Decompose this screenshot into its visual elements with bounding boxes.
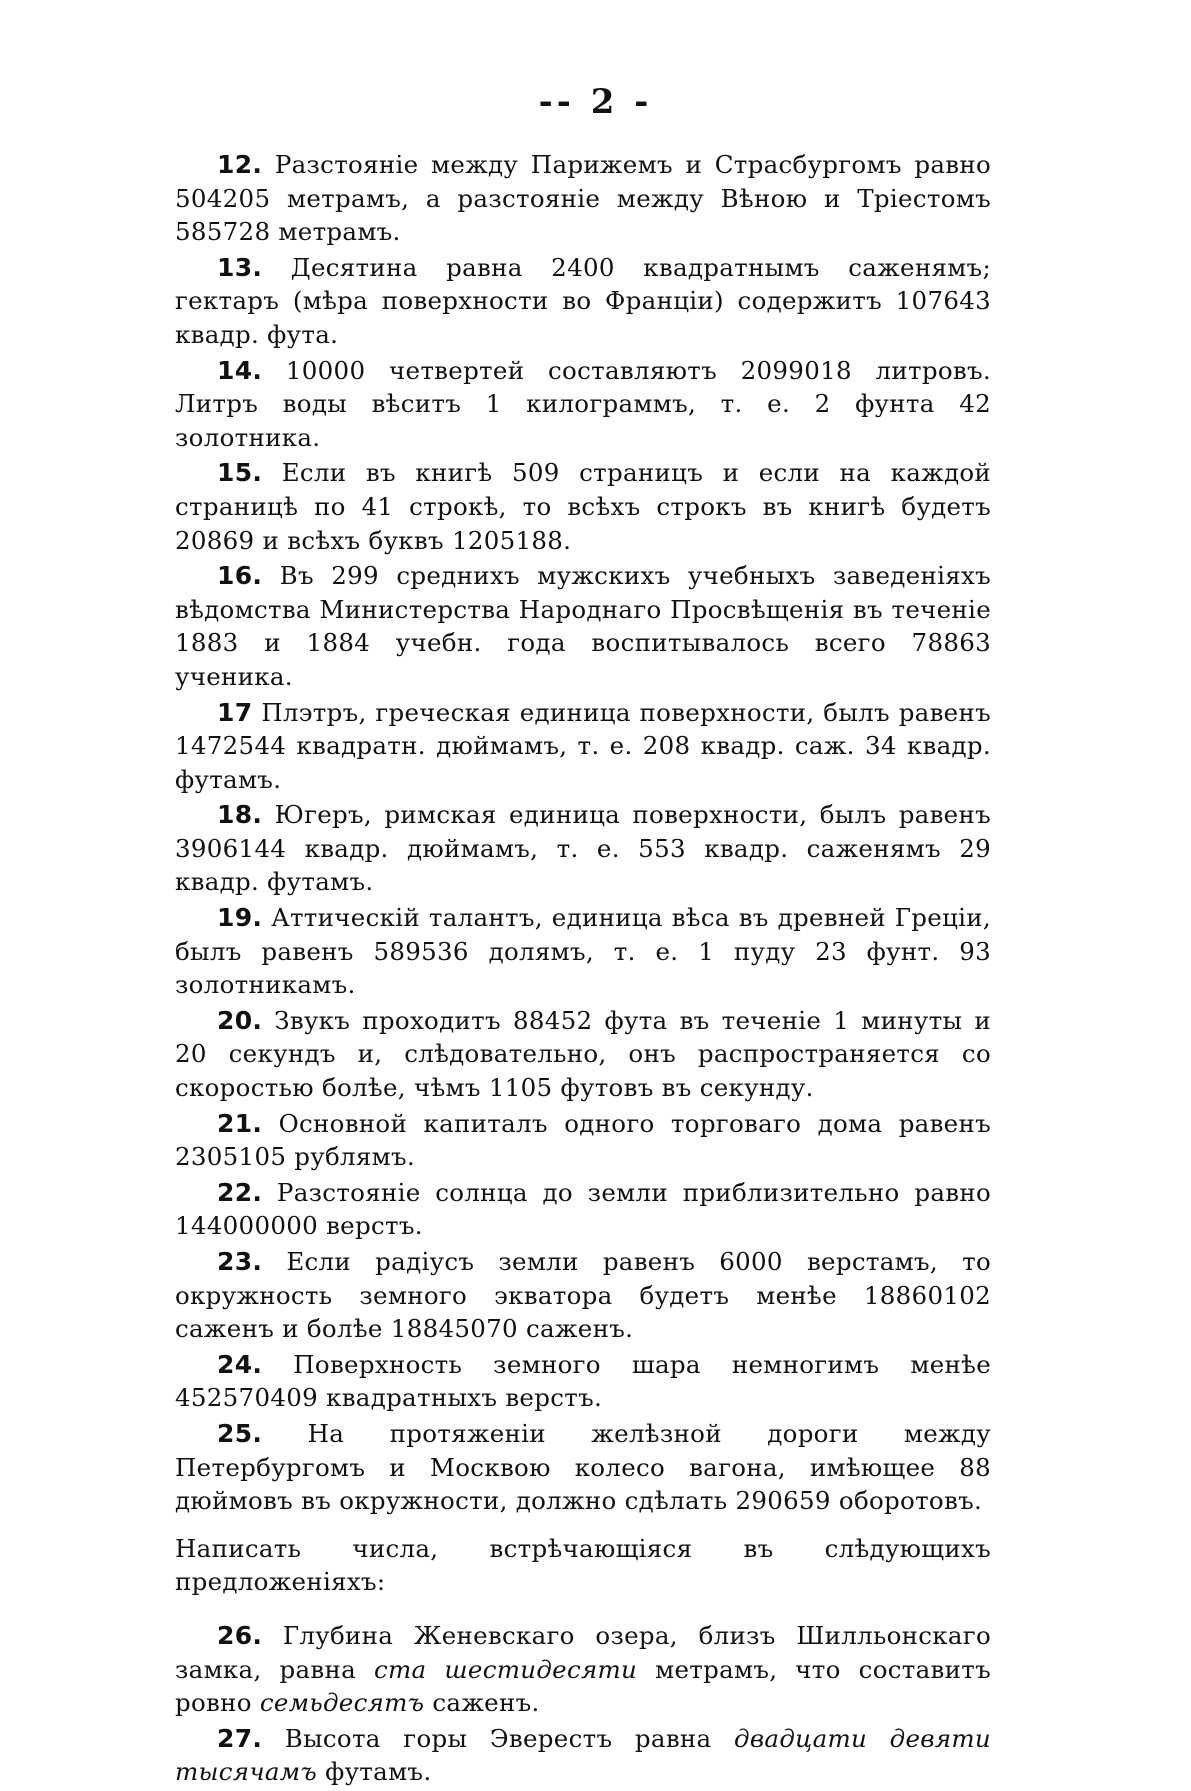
paragraph-19 xyxy=(175,901,991,1002)
item-number: 13. xyxy=(217,252,263,282)
paragraph-23 xyxy=(175,1245,991,1346)
item-text: Высота горы Эверестъ равна xyxy=(284,1723,735,1753)
paragraph-16 xyxy=(175,559,991,693)
item-number: 17 xyxy=(217,697,253,727)
exercise-intro: Написать числа, встрѣчающіяся въ слѣдующихъ предложеніяхъ: xyxy=(175,1533,991,1597)
item-number: 12. xyxy=(217,150,263,179)
item-number: 25. xyxy=(217,1418,263,1448)
paragraph-13 xyxy=(175,251,991,352)
item-text: Поверхность земного шара немногимъ менѣе 452570409 квадратныхъ верстъ. xyxy=(175,1349,991,1413)
italic-text: двадцати девяти тысячамъ xyxy=(175,1723,991,1787)
paragraph-15 xyxy=(175,456,991,557)
item-text: Если радіусъ земли равенъ 6000 верстамъ, то окружность земного экватора будетъ менѣе 18860102 саженъ и болѣе 18845070 саженъ. xyxy=(175,1247,991,1344)
italic-text: семьдесятъ xyxy=(259,1688,425,1718)
paragraph-22 xyxy=(175,1176,991,1243)
paragraph-17 xyxy=(175,696,991,797)
item-number: 18. xyxy=(217,800,263,830)
item-text: Въ 299 среднихъ мужскихъ учебныхъ заведеніяхъ вѣдомства Министерства Народнаго Просвѣщенія въ теченіе 1883 и 1884 учебн. года воспитывалось всего 78863 ученика. xyxy=(175,561,992,691)
item-text: На протяженіи желѣзной дороги между Петербургомъ и Москвою колесо вагона, имѣющее 88 дюймовъ въ окружности, должно сдѣлать 290659 оборотовъ. xyxy=(175,1418,992,1516)
item-number: 16. xyxy=(217,561,263,591)
item-text: Десятина равна 2400 квадратнымъ саженямъ; гектаръ (мѣра поверхности во Франціи) содержитъ 107643 квадр. фута. xyxy=(175,252,991,349)
paragraph-25 xyxy=(175,1417,991,1518)
item-text: Основной капиталъ одного торговаго дома равенъ 2305105 рублямъ. xyxy=(175,1108,992,1172)
item-text: Плэтръ, греческая единица поверхности, былъ равенъ 1472544 квадратн. дюймамъ, т. е. 208 квадр. саж. 34 квадр. футамъ. xyxy=(175,697,991,794)
item-number: 21. xyxy=(217,1108,263,1138)
item-text: метрамъ, что составитъ ровно xyxy=(175,1654,991,1718)
item-text: Разстояніе между Парижемъ и Страсбургомъ равно 504205 метрамъ, а разстояніе между Вѣною и Тріестомъ 585728 метрамъ. xyxy=(175,150,992,247)
item-text: футамъ. xyxy=(317,1757,432,1787)
item-text: Звукъ проходитъ 88452 фута въ теченіе 1 минуты и 20 секундъ и, слѣдовательно, онъ распространяется со скоростью болѣе, чѣмъ 1105 футовъ въ секунду. xyxy=(175,1005,991,1103)
item-text: 10000 четвертей составляютъ 2099018 литровъ. Литръ воды вѣситъ 1 килограммъ, т. е. 2 фунта 42 золотника. xyxy=(175,355,992,452)
item-number: 20. xyxy=(217,1005,263,1035)
item-text: Если въ книгѣ 509 страницъ и если на каждой страницѣ по 41 строкѣ, то всѣхъ строкъ въ книгѣ будетъ 20869 и всѣхъ буквъ 1205188. xyxy=(175,458,992,555)
paragraph-21 xyxy=(175,1107,991,1174)
paragraph-12 xyxy=(175,148,991,249)
paragraph-20 xyxy=(175,1004,991,1105)
item-number: 15. xyxy=(217,458,263,488)
italic-text: ста шестидесяти xyxy=(373,1654,638,1684)
item-number: 23. xyxy=(217,1247,263,1276)
item-text: саженъ. xyxy=(424,1688,540,1718)
item-number: 27. xyxy=(217,1723,263,1753)
item-number: 22. xyxy=(217,1177,263,1207)
page-number: -- 2 - xyxy=(538,82,653,122)
item-text: Югеръ, римская единица поверхности, былъ равенъ 3906144 квадр. дюймамъ, т. е. 553 квадр. саженямъ 29 квадр. футамъ. xyxy=(175,800,991,897)
item-text: Аттическій талантъ, единица вѣса въ древней Греціи, былъ равенъ 589536 долямъ, т. е. 1 пуду 23 фунт. 93 золотникамъ. xyxy=(175,903,992,1000)
paragraph-24 xyxy=(175,1348,991,1415)
text-body xyxy=(175,148,991,1791)
item-text: Разстояніе солнца до земли приблизительно равно 144000000 верстъ. xyxy=(175,1177,991,1241)
item-number: 19. xyxy=(217,903,263,933)
item-number: 24. xyxy=(217,1349,263,1379)
paragraph-27 xyxy=(175,1722,991,1789)
paragraph-18 xyxy=(175,798,991,899)
item-text: Глубина Женевскаго озера, близъ Шилльонскаго замка, равна xyxy=(175,1620,991,1684)
paragraph-26 xyxy=(175,1619,991,1720)
item-number: 14. xyxy=(217,355,263,385)
item-number: 26. xyxy=(217,1620,263,1650)
paragraph-14 xyxy=(175,354,991,455)
